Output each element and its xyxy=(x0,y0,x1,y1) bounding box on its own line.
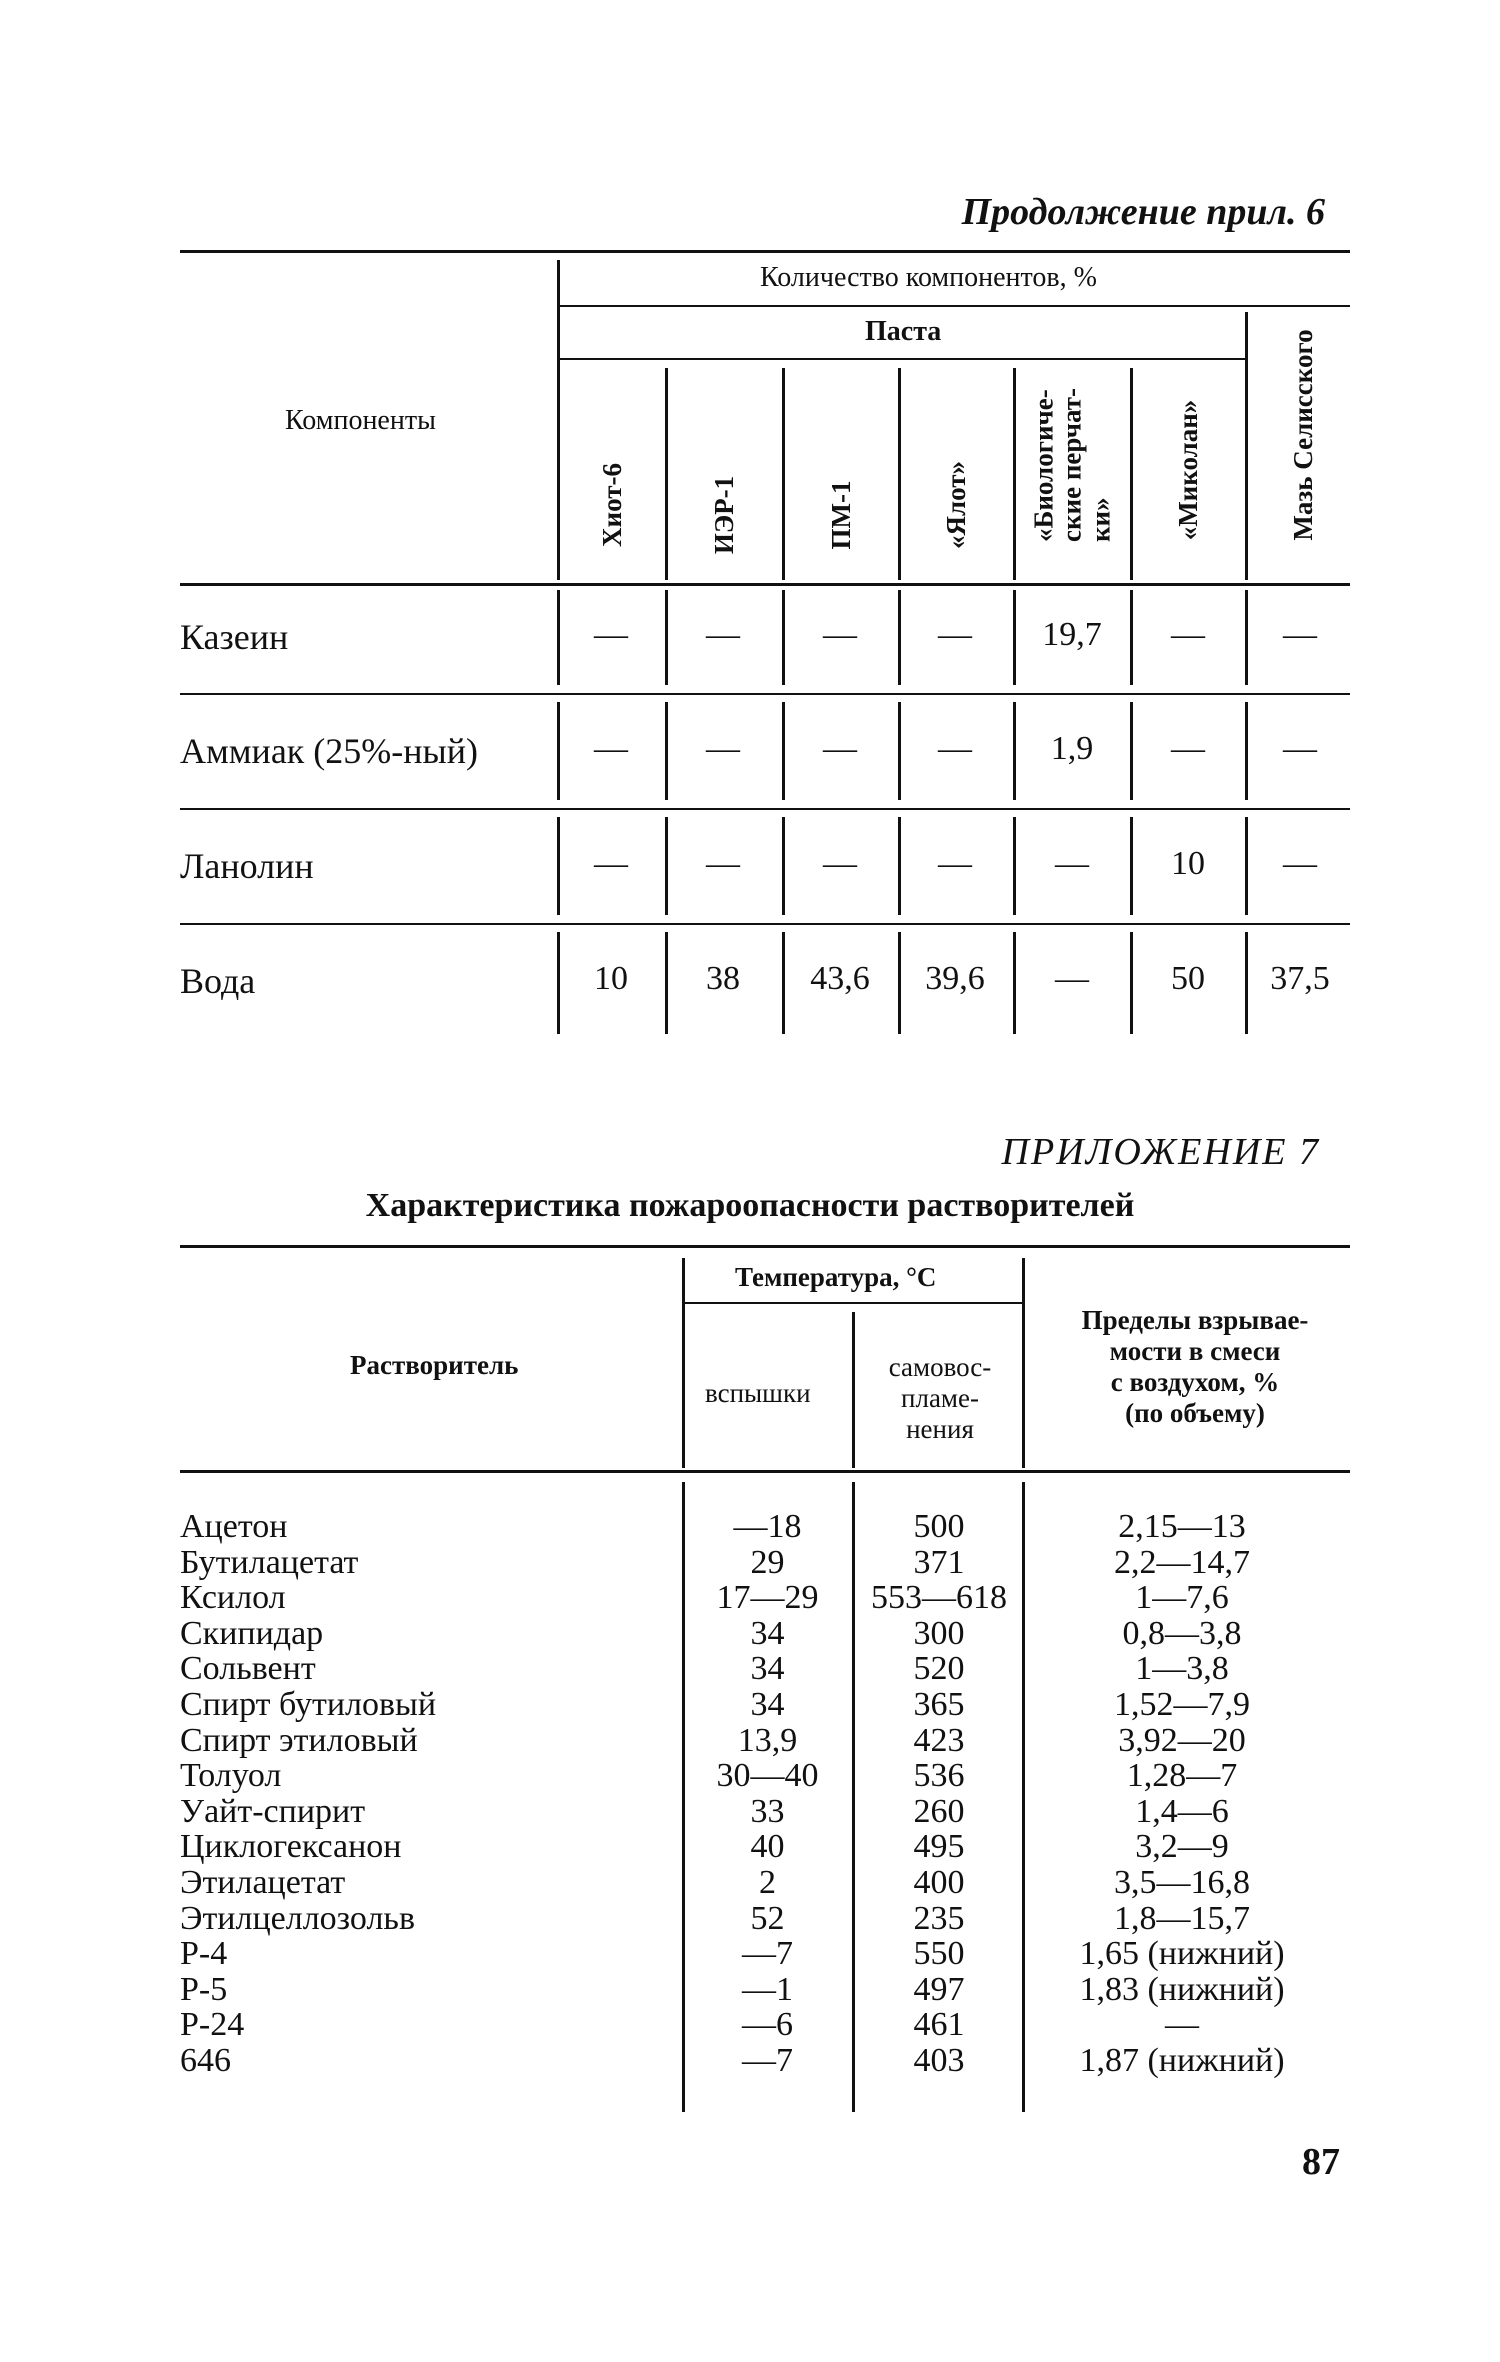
table1-row-rule xyxy=(180,923,1350,925)
table2-limits-value: 3,2—9 xyxy=(1135,1828,1229,1866)
table2-limits-value: 1—7,6 xyxy=(1135,1579,1229,1617)
table2-limits-value: 1,28—7 xyxy=(1126,1757,1238,1795)
table2-col-temp: Температура, °С xyxy=(735,1262,937,1292)
table2-flash-value: —6 xyxy=(742,2006,793,2044)
table2-flash-value: —1 xyxy=(742,1970,793,2008)
table1-vrule xyxy=(1013,932,1016,1034)
table2-vrule xyxy=(682,1258,685,1468)
table2-autoign-value: 403 xyxy=(913,2041,965,2079)
table1-cell: 38 xyxy=(706,960,740,997)
table1-vrule xyxy=(898,368,901,580)
table2-col-solvent: Растворитель xyxy=(350,1350,519,1380)
table2-limits-column xyxy=(1032,1509,1332,2079)
table1-cell: — xyxy=(1171,730,1205,767)
table1-row-label: Казеин xyxy=(180,617,289,657)
table1-vrule xyxy=(1245,312,1248,580)
table2-flash-value: 17—29 xyxy=(716,1579,819,1617)
table1-cell: — xyxy=(1283,845,1317,882)
table2-autoign-value: 550 xyxy=(913,1935,965,1973)
table1-group-rule xyxy=(560,305,1350,307)
table1-cell: — xyxy=(938,616,972,653)
table1-row-label: Ланолин xyxy=(180,846,314,886)
table1-cell: — xyxy=(594,730,628,767)
table2-vrule xyxy=(1022,1482,1025,2112)
table1-vrule xyxy=(665,702,668,800)
table1-cell: 10 xyxy=(594,960,628,997)
table1-cell: 43,6 xyxy=(810,960,870,997)
table2-autoign-value: 461 xyxy=(913,2006,965,2044)
table2-limits-value: — xyxy=(1165,2006,1199,2044)
table1-cell: — xyxy=(706,845,740,882)
table1-vrule xyxy=(1130,932,1133,1034)
table2-autoign-value: 553—618 xyxy=(871,1579,1007,1617)
table1-vrule xyxy=(1130,590,1133,685)
table1-vrule xyxy=(1130,702,1133,800)
table2-limits-value: 3,5—16,8 xyxy=(1114,1863,1250,1901)
table1-vrule xyxy=(1245,590,1248,685)
table2-solvent-name: Скипидар xyxy=(180,1614,324,1652)
table2-flash-value: 29 xyxy=(750,1543,785,1581)
table1-vrule xyxy=(557,702,560,800)
table2-autoign-column xyxy=(858,1509,1020,2079)
table2-flash-value: 40 xyxy=(750,1828,785,1866)
table2-autoign-value: 520 xyxy=(913,1650,965,1688)
table2-flash-value: 13,9 xyxy=(737,1721,798,1759)
table2-flash-value: —7 xyxy=(742,1935,793,1973)
table1-vrule xyxy=(557,932,560,1034)
table2-header-bottom-rule xyxy=(180,1470,1350,1473)
table2-autoign-value: 400 xyxy=(913,1863,965,1901)
table2-autoign-value: 500 xyxy=(913,1508,965,1545)
table1-subgroup-rule xyxy=(560,358,1245,360)
table2-flash-value: 52 xyxy=(750,1899,785,1937)
table2-autoign-value: 300 xyxy=(913,1614,965,1652)
table2-autoign-value: 235 xyxy=(913,1899,965,1937)
table1-top-rule xyxy=(180,250,1350,253)
table2-flash-column xyxy=(690,1509,845,2079)
table1-col-header: Хиот-6 xyxy=(596,463,627,547)
table1-vrule xyxy=(782,590,785,685)
table1-vrule xyxy=(1245,817,1248,915)
table2-solvent-list xyxy=(180,1509,436,2079)
table1-cell: — xyxy=(1171,616,1205,653)
table1-cell: — xyxy=(823,616,857,653)
table2-flash-value: 33 xyxy=(750,1792,785,1830)
table2-temp-rule xyxy=(685,1302,1025,1304)
table1-cell: — xyxy=(706,730,740,767)
table1-cell: — xyxy=(594,616,628,653)
table2-limits-value: 2,15—13 xyxy=(1118,1508,1246,1545)
table1-row-label: Вода xyxy=(180,961,256,1001)
table1-row-header: Компоненты xyxy=(285,405,436,436)
table2-limits-value: 3,92—20 xyxy=(1118,1721,1246,1759)
table2-solvent-name: Уайт-спирит xyxy=(180,1792,366,1830)
page-number: 87 xyxy=(1302,2141,1340,2183)
table1-col-header: «Биологиче- ские перчат- ки» xyxy=(1028,388,1116,542)
table2-autoign-value: 497 xyxy=(913,1970,965,2008)
table1-cell: — xyxy=(1055,845,1089,882)
table2-limits-value: 1,87 (нижний) xyxy=(1079,2041,1285,2079)
table1-col-header: Мазь Селисского xyxy=(1287,329,1318,541)
table2-solvent-name: Этилцеллозольв xyxy=(180,1899,415,1937)
table2-vrule xyxy=(852,1312,855,1468)
table1-row-label: Аммиак (25%-ный) xyxy=(180,731,478,771)
table1-row-rule xyxy=(180,693,1350,695)
table2-limits-value: 0,8—3,8 xyxy=(1122,1614,1242,1652)
table2-solvent-name: Ацетон xyxy=(180,1508,288,1545)
table2-limits-value: 1,52—7,9 xyxy=(1114,1685,1250,1723)
table2-autoign-value: 495 xyxy=(913,1828,965,1866)
table1-col-header: «Ялот» xyxy=(940,460,971,550)
table2-flash-value: —18 xyxy=(733,1508,802,1545)
table1-cell: — xyxy=(823,845,857,882)
table2-vrule xyxy=(682,1482,685,2112)
table1-vrule xyxy=(1013,817,1016,915)
table2-solvent-name: Ксилол xyxy=(180,1579,286,1617)
table1-vrule xyxy=(898,932,901,1034)
table2-solvent-name: Толуол xyxy=(180,1757,282,1795)
table1-vrule xyxy=(782,932,785,1034)
table1-cell: 50 xyxy=(1171,960,1205,997)
table2-limits-value: 1,8—15,7 xyxy=(1114,1899,1250,1937)
continuation-label: Продолжение прил. 6 xyxy=(961,191,1325,233)
table1-vrule xyxy=(1013,590,1016,685)
table2-limits-value: 1,4—6 xyxy=(1135,1792,1229,1830)
table1-cell: — xyxy=(1283,616,1317,653)
table2-solvent-name: Р-24 xyxy=(180,2006,245,2044)
table1-col-header: ИЭР-1 xyxy=(708,475,739,555)
table1-vrule xyxy=(782,368,785,580)
table2-flash-value: 34 xyxy=(750,1650,785,1688)
table1-row-rule xyxy=(180,808,1350,810)
table1-cell: 1,9 xyxy=(1050,730,1094,767)
appendix-label: ПРИЛОЖЕНИЕ 7 xyxy=(1001,1131,1320,1173)
table2-autoign-value: 260 xyxy=(913,1792,965,1830)
table1-vrule xyxy=(1013,702,1016,800)
table2-solvent-name: Циклогексанон xyxy=(180,1828,402,1866)
table2-flash-value: —7 xyxy=(742,2041,793,2079)
table1-vrule xyxy=(557,817,560,915)
table2-solvent-name: 646 xyxy=(180,2041,231,2079)
table1-vrule xyxy=(898,817,901,915)
table1-vrule xyxy=(665,932,668,1034)
table2-limits-value: 1,65 (нижний) xyxy=(1079,1935,1285,1973)
table2-solvent-name: Сольвент xyxy=(180,1650,316,1688)
table1-subgroup-header: Паста xyxy=(865,316,942,347)
table2-title: Характеристика пожароопасности растворителей xyxy=(365,1187,1135,1224)
table2-solvent-name: Бутилацетат xyxy=(180,1543,359,1581)
table2-solvent-name: Этилацетат xyxy=(180,1863,346,1901)
table2-top-rule xyxy=(180,1245,1350,1248)
table2-col-flash: вспышки xyxy=(705,1378,811,1408)
table1-cell: 19,7 xyxy=(1042,616,1102,653)
table1-vrule xyxy=(1245,932,1248,1034)
table2-limits-value: 1,83 (нижний) xyxy=(1079,1970,1285,2008)
table2-solvent-name: Спирт бутиловый xyxy=(180,1685,437,1723)
table1-cell: — xyxy=(823,730,857,767)
table1-vrule xyxy=(557,590,560,685)
table2-vrule xyxy=(1022,1258,1025,1468)
table1-cell: — xyxy=(706,616,740,653)
table2-limits-value: 1—3,8 xyxy=(1135,1650,1229,1688)
table2-flash-value: 34 xyxy=(750,1685,785,1723)
table1-vrule xyxy=(1130,817,1133,915)
table1-cell: — xyxy=(594,845,628,882)
table1-cell: — xyxy=(1055,960,1089,997)
table1-header-bottom-rule xyxy=(180,583,1350,586)
table1-col-header: ПМ-1 xyxy=(825,480,856,550)
table1-vrule xyxy=(898,590,901,685)
table1-vrule xyxy=(898,702,901,800)
table1-vrule xyxy=(1013,368,1016,580)
table2-solvent-name: Спирт этиловый xyxy=(180,1721,418,1759)
table2-autoign-value: 365 xyxy=(913,1685,965,1723)
table1-vrule xyxy=(782,817,785,915)
table2-flash-value: 30—40 xyxy=(716,1757,819,1795)
table2-vrule xyxy=(852,1482,855,2112)
table1-vrule xyxy=(1245,702,1248,800)
table2-autoign-value: 536 xyxy=(913,1757,965,1795)
table1-vrule xyxy=(665,590,668,685)
table1-cell: 39,6 xyxy=(925,960,985,997)
table2-col-limits: Пределы взрывае- мости в смеси с воздухом, % (по объему) xyxy=(1081,1305,1309,1429)
table1-vrule xyxy=(557,260,560,580)
table2-flash-value: 34 xyxy=(750,1614,785,1652)
table2-limits-value: 2,2—14,7 xyxy=(1114,1543,1250,1581)
table1-vrule xyxy=(665,817,668,915)
table1-cell: 10 xyxy=(1171,845,1205,882)
table1-cell: — xyxy=(938,845,972,882)
table2-col-autoign: самовос- пламе- нения xyxy=(888,1352,992,1445)
table1-cell: — xyxy=(1283,730,1317,767)
table2-solvent-name: Р-4 xyxy=(180,1935,228,1973)
table1-cell: 37,5 xyxy=(1270,960,1330,997)
table2-solvent-name: Р-5 xyxy=(180,1970,228,2008)
table1-vrule xyxy=(1130,368,1133,580)
table1-col-header: «Миколан» xyxy=(1172,399,1203,541)
table1-vrule xyxy=(665,368,668,580)
table1-vrule xyxy=(782,702,785,800)
table2-autoign-value: 423 xyxy=(913,1721,965,1759)
table2-flash-value: 2 xyxy=(759,1863,776,1901)
table1-group-header: Количество компонентов, % xyxy=(760,262,1097,293)
table2-autoign-value: 371 xyxy=(913,1543,965,1581)
table1-cell: — xyxy=(938,730,972,767)
